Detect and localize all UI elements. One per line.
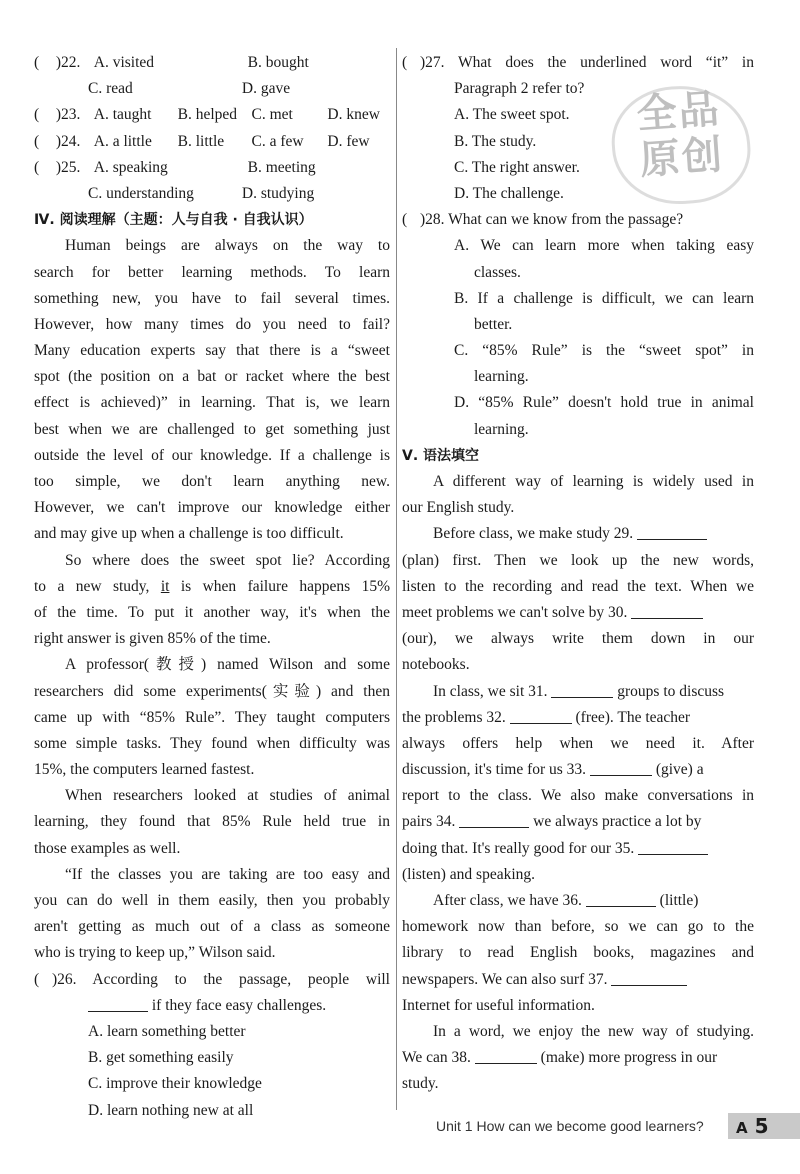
option-d: D. few — [327, 132, 370, 150]
blank-29[interactable] — [637, 521, 707, 540]
option-d: D. The challenge. — [454, 184, 564, 202]
option-d: D. learn nothing new at all — [88, 1101, 254, 1119]
grammar-line: study. — [402, 1075, 439, 1093]
grammar-text: groups to discuss — [617, 682, 725, 700]
answer-paren[interactable]: ( — [34, 132, 40, 150]
option-b: B. helped — [177, 106, 238, 124]
passage-line: search for better learning methods. To learn — [34, 263, 390, 281]
stamp-text-2: 原创 — [638, 132, 726, 184]
passage-line: and may give up when a challenge is too difficult. — [34, 525, 344, 543]
stamp-text-1: 全品 — [635, 86, 723, 138]
question-number: )23. — [55, 106, 81, 124]
option-c: C. understanding — [88, 184, 194, 202]
grammar-text: We can 38. — [402, 1049, 471, 1067]
passage-line: who is trying to keep up,” Wilson said. — [34, 944, 276, 962]
blank-35[interactable] — [638, 836, 708, 855]
section-5-heading: Ⅴ. 语法填空 — [402, 447, 480, 464]
grammar-line-36 — [402, 888, 754, 914]
passage-line: A professor(教授) named Wilson and some — [65, 656, 390, 674]
passage-line: aren't getting as much out of a class as someone — [34, 918, 390, 936]
option-b: B. meeting — [247, 158, 316, 176]
option-d: D. knew — [327, 106, 380, 124]
passage-line: So where does the sweet spot lie? According — [65, 551, 390, 569]
option-d: D. “85% Rule” doesn't hold true in animal — [454, 394, 754, 412]
option-c-cont: learning. — [474, 368, 529, 386]
grammar-line: notebooks. — [402, 656, 470, 674]
option-b: B. get something easily — [88, 1049, 234, 1067]
passage-line: When researchers looked at studies of animal — [65, 787, 390, 805]
passage-line: Many education experts say that there is a “sweet — [34, 342, 390, 360]
passage-line: However, how many times do you need to fail? — [34, 315, 390, 333]
passage-line: effect is achieved)” in learning. That is, we learn — [34, 394, 390, 412]
blank-33[interactable] — [590, 757, 652, 776]
grammar-line: always offers help when we need it. After — [402, 734, 754, 752]
grammar-line: homework now than before, so we can go to the — [402, 918, 754, 936]
passage-text: to a new study, — [34, 577, 150, 595]
footer-unit-title: Unit 1 How can we become good learners? — [436, 1118, 704, 1134]
option-b: B. If a challenge is difficult, we can learn — [454, 289, 754, 307]
option-b: B. The study. — [454, 132, 537, 150]
grammar-text: newspapers. We can also surf 37. — [402, 970, 608, 988]
grammar-text: (give) a — [655, 761, 704, 779]
question-number: )24. — [55, 132, 81, 150]
answer-paren[interactable]: ( — [34, 54, 40, 71]
option-c: C. met — [251, 106, 293, 124]
grammar-text: (make) more progress in our — [540, 1049, 718, 1067]
option-d-cont: learning. — [474, 420, 529, 438]
column-divider — [396, 48, 397, 1110]
answer-paren[interactable]: ( — [402, 211, 408, 229]
passage-line: 15%, the computers learned fastest. — [34, 761, 255, 779]
question-25-row2 — [88, 181, 390, 207]
blank-34[interactable] — [459, 809, 529, 828]
option-c: C. a few — [251, 132, 304, 150]
question-26-stem-2 — [88, 993, 390, 1019]
passage-text: is when failure happens 15% — [180, 577, 390, 595]
grammar-text: (free). The teacher — [575, 708, 691, 726]
option-a: A. visited — [93, 54, 155, 71]
underlined-word-it: it — [160, 577, 170, 595]
passage-line: right answer is given 85% of the time. — [34, 630, 271, 648]
grammar-text: discussion, it's time for us 33. — [402, 761, 587, 779]
grammar-line-32 — [402, 705, 754, 731]
page-number: 5 — [754, 1114, 769, 1138]
grammar-text: In class, we sit 31. — [433, 682, 548, 700]
blank-37[interactable] — [611, 967, 687, 986]
grammar-line: listen to the recording and read the text. When we — [402, 577, 754, 595]
option-a: A. speaking — [93, 158, 168, 176]
passage-line: of the time. To put it another way, it's when the — [34, 603, 390, 621]
grammar-line: (our), we always write them down in our — [402, 630, 754, 648]
grammar-text: we always practice a lot by — [533, 813, 702, 831]
passage-line: came up with “85% Rule”. They taught computers — [34, 708, 390, 726]
left-column — [34, 50, 390, 1124]
option-a: A. taught — [93, 106, 152, 124]
option-a: A. We can learn more when taking easy — [454, 237, 754, 255]
passage-line: “If the classes you are taking are too easy and — [65, 865, 390, 883]
grammar-text: the problems 32. — [402, 708, 506, 726]
grammar-line: library to read English books, magazines and — [402, 944, 754, 962]
option-a: A. learn something better — [88, 1022, 246, 1040]
option-c: C. improve their knowledge — [88, 1075, 262, 1093]
answer-blank[interactable] — [88, 993, 148, 1012]
grammar-line-30 — [402, 600, 754, 626]
passage-line: researchers did some experiments(实验) and then — [34, 682, 390, 700]
option-a: A. The sweet spot. — [454, 106, 570, 124]
grammar-text: Before class, we make study 29. — [433, 525, 634, 543]
grammar-line-34 — [402, 809, 754, 835]
grammar-line-37 — [402, 967, 754, 993]
passage-line: spot (the position on a bat or racket where the best — [34, 368, 390, 386]
grammar-line: (listen) and speaking. — [402, 865, 536, 883]
grammar-text: meet problems we can't solve by 30. — [402, 603, 628, 621]
option-b-cont: better. — [474, 315, 513, 333]
question-27-stem — [402, 50, 754, 76]
grammar-line: report to the class. We also make conversations in — [402, 787, 754, 805]
grammar-line-29 — [402, 521, 754, 547]
passage-line: However, we can't improve our knowledge either — [34, 499, 390, 517]
blank-36[interactable] — [586, 888, 656, 907]
grammar-line: In a word, we enjoy the new way of studying. — [433, 1022, 754, 1040]
question-23 — [34, 102, 390, 128]
grammar-line-35 — [402, 836, 754, 862]
question-text: )27. What does the underlined word “it” in — [420, 54, 754, 71]
question-22-row1 — [34, 50, 390, 76]
question-text: if they face easy challenges. — [151, 996, 327, 1014]
grammar-text: (little) — [659, 892, 699, 909]
question-number: )25. — [55, 158, 81, 176]
question-24 — [34, 129, 390, 155]
passage-line-underlined-it — [34, 574, 390, 600]
grammar-line-38 — [402, 1045, 754, 1071]
blank-30[interactable] — [631, 600, 703, 619]
grammar-text: doing that. It's really good for our 35. — [402, 839, 635, 857]
option-b: B. bought — [247, 54, 309, 71]
blank-31[interactable] — [551, 679, 613, 698]
passage-line: learning, they found that 85% Rule held true in — [34, 813, 390, 831]
option-c: C. read — [88, 80, 133, 98]
blank-38[interactable] — [475, 1045, 537, 1064]
passage-line: Human beings are always on the way to — [65, 237, 390, 255]
question-22-row2 — [88, 76, 390, 102]
answer-paren[interactable]: ( — [34, 970, 40, 988]
grammar-line: (plan) first. Then we look up the new words, — [402, 551, 754, 569]
grammar-line: Internet for useful information. — [402, 996, 595, 1014]
grammar-line-31 — [402, 679, 754, 705]
passage-line: best when we are challenged to get something just — [34, 420, 390, 438]
blank-32[interactable] — [510, 705, 572, 724]
answer-paren[interactable]: ( — [402, 54, 408, 71]
passage-line: outside the level of our knowledge. If a challenge is — [34, 446, 390, 464]
question-28-stem — [402, 207, 754, 233]
question-text: Paragraph 2 refer to? — [454, 80, 585, 98]
question-number: )22. — [55, 54, 81, 71]
page-number-badge — [728, 1113, 800, 1139]
passage-line: too simple, we don't learn anything new. — [34, 473, 390, 490]
question-text: )26. According to the passage, people will — [52, 970, 390, 988]
passage-line: something new, you have to fail several times. — [34, 289, 390, 307]
grammar-line: our English study. — [402, 499, 515, 517]
right-column — [402, 50, 754, 1098]
passage-line: those examples as well. — [34, 839, 181, 857]
option-d: D. gave — [241, 80, 291, 98]
option-c: C. The right answer. — [454, 158, 580, 176]
grammar-line: A different way of learning is widely used in — [433, 473, 754, 490]
passage-line: some simple tasks. They found when difficulty was — [34, 734, 390, 752]
section-4-heading: Ⅳ. 阅读理解（主题：人与自我 · 自我认识） — [34, 212, 313, 229]
question-text: )28. What can we know from the passage? — [420, 211, 684, 229]
grammar-text: pairs 34. — [402, 813, 456, 831]
page-letter: A — [736, 1119, 748, 1137]
question-25-row1 — [34, 155, 390, 181]
answer-paren[interactable]: ( — [34, 106, 40, 124]
question-26-stem — [34, 967, 390, 993]
grammar-line-33 — [402, 757, 754, 783]
passage-line: you can do well in them easily, then you probably — [34, 892, 390, 909]
option-a-cont: classes. — [474, 263, 521, 281]
answer-paren[interactable]: ( — [34, 158, 40, 176]
option-d: D. studying — [241, 184, 315, 202]
option-c: C. “85% Rule” is the “sweet spot” in — [454, 342, 754, 360]
grammar-text: After class, we have 36. — [433, 892, 582, 909]
option-b: B. little — [177, 132, 225, 150]
option-a: A. a little — [93, 132, 152, 150]
